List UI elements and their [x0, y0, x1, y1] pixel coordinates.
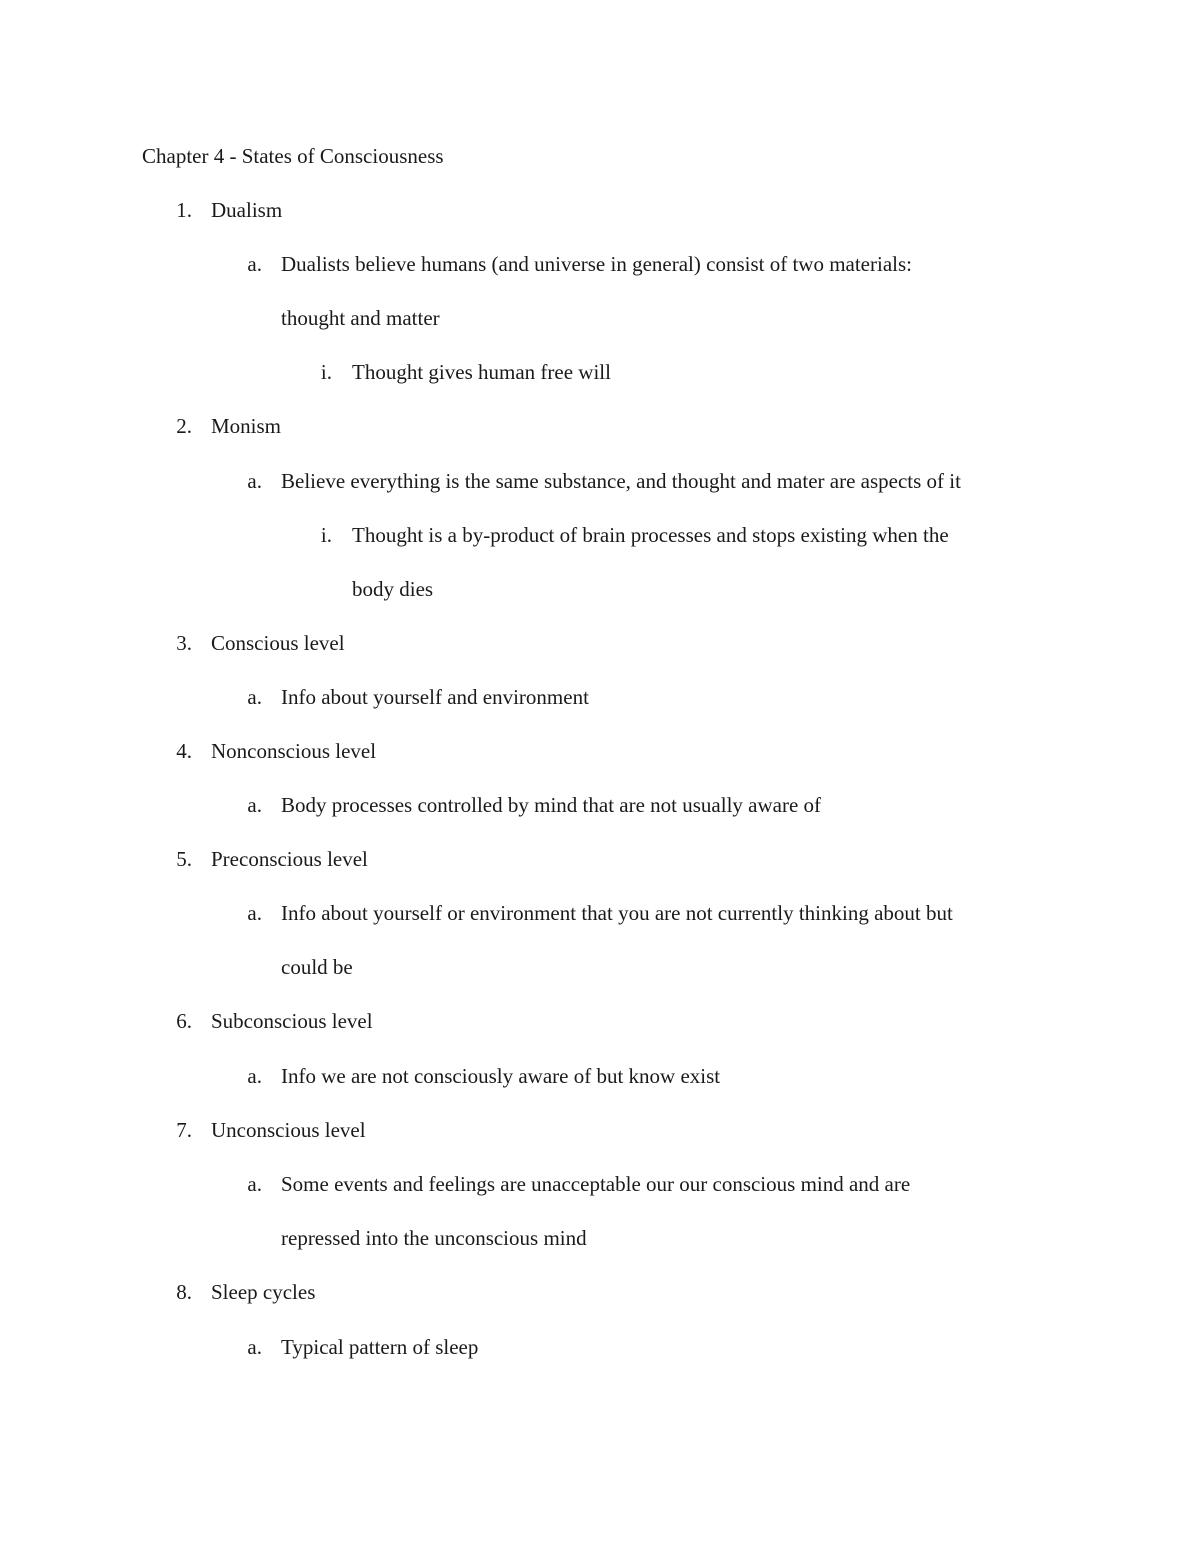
list-item-conscious-level: Conscious level [211, 631, 345, 655]
sublist-item-text-continued: could be [281, 955, 353, 979]
sublist-marker: a. [247, 901, 262, 925]
sublist-item-text: Info about yourself or environment that you are not currently thinking about but [281, 901, 953, 925]
sublist-item-text: Info about yourself and environment [281, 685, 589, 709]
list-marker: 8. [176, 1280, 192, 1304]
list-marker: 7. [176, 1118, 192, 1142]
sublist-marker: a. [247, 793, 262, 817]
list-item-sleep-cycles: Sleep cycles [211, 1280, 316, 1304]
sublist-marker: a. [247, 1172, 262, 1196]
list-item-preconscious-level: Preconscious level [211, 847, 368, 871]
sublist-item-text: Info we are not consciously aware of but know exist [281, 1064, 721, 1088]
sublist-item-text: Believe everything is the same substance, and thought and mater are aspects of it [281, 469, 961, 493]
list-item-monism: Monism [211, 414, 282, 438]
sublist-item-text-continued: repressed into the unconscious mind [281, 1226, 587, 1250]
list-marker: 1. [176, 198, 192, 222]
sublist-item-text-continued: thought and matter [281, 306, 440, 330]
subsublist-marker: i. [320, 360, 332, 384]
document-title: Chapter 4 - States of Consciousness [142, 144, 444, 168]
sublist-item-text: Dualists believe humans (and universe in general) consist of two materials: [281, 252, 912, 276]
list-marker: 4. [176, 739, 192, 763]
list-marker: 2. [176, 414, 192, 438]
list-item-dualism: Dualism [211, 198, 283, 222]
sublist-item-text: Body processes controlled by mind that are not usually aware of [281, 793, 822, 817]
sublist-item-text: Some events and feelings are unacceptable our our conscious mind and are [281, 1172, 911, 1196]
list-marker: 5. [176, 847, 192, 871]
list-item-nonconscious-level: Nonconscious level [211, 739, 377, 763]
sublist-marker: a. [247, 1064, 262, 1088]
list-item-subconscious-level: Subconscious level [211, 1009, 373, 1033]
sublist-marker: a. [247, 685, 262, 709]
list-item-unconscious-level: Unconscious level [211, 1118, 366, 1142]
subsublist-item-text: Thought is a by-product of brain processes and stops existing when the [352, 523, 949, 547]
sublist-marker: a. [247, 469, 262, 493]
sublist-item-text: Typical pattern of sleep [281, 1335, 479, 1359]
subsublist-marker: i. [320, 523, 332, 547]
subsublist-item-text: Thought gives human free will [352, 360, 611, 384]
subsublist-item-text-continued: body dies [352, 577, 434, 601]
list-marker: 3. [176, 631, 192, 655]
sublist-marker: a. [247, 1335, 262, 1359]
list-marker: 6. [176, 1009, 192, 1033]
sublist-marker: a. [247, 252, 262, 276]
